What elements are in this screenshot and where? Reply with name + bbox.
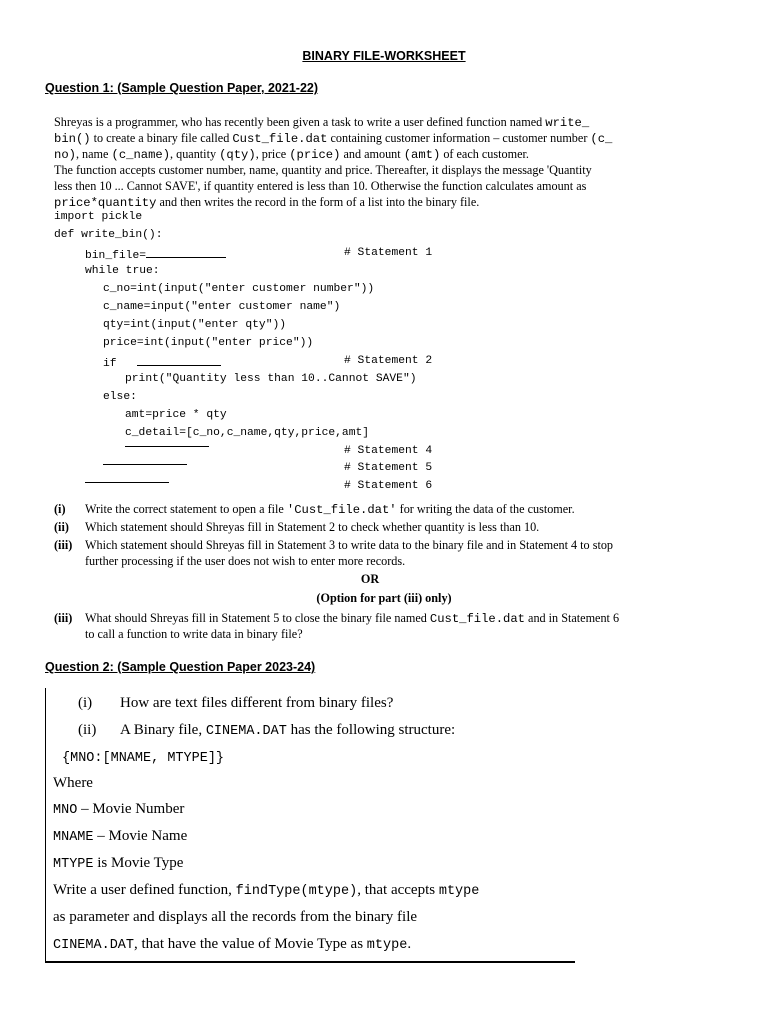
code-c-name: c_name=input("enter customer name") — [103, 301, 341, 313]
code-else: else: — [103, 391, 137, 403]
question-text: . — [407, 936, 412, 952]
question-code: mtype — [366, 938, 408, 953]
code-while: while true: — [85, 265, 160, 277]
q1-iii-line-2: further processing if the user does not wish to enter more records. — [85, 554, 406, 568]
question-code: Cust_file.dat — [429, 612, 525, 626]
question-text: Write a user defined function, — [53, 882, 236, 898]
q2-box-bottom-border — [45, 961, 575, 963]
para-code: (qty) — [219, 148, 256, 162]
question-text: A Binary file, — [120, 722, 206, 738]
code-c-no: c_no=int(input("enter customer number")) — [103, 283, 375, 295]
question-text: for writing the data of the customer. — [396, 502, 575, 516]
para-code: (c_name) — [111, 148, 171, 162]
para-text: to create a binary file called — [90, 131, 233, 145]
structure-code: {MNO:[MNAME, MTYPE]} — [62, 751, 225, 766]
para-text: , name — [75, 147, 112, 161]
field-code: MNO — [53, 803, 78, 818]
question-text: has the following structure: — [286, 722, 456, 738]
fill-blank — [146, 247, 226, 258]
blank-statement-3 — [125, 446, 209, 447]
para-text: containing customer information – customer number — [327, 131, 591, 145]
q2-structure — [62, 749, 224, 766]
para-code: (c_ — [590, 132, 613, 146]
code-statement-4: # Statement 4 — [344, 445, 433, 457]
q2-mno-def — [53, 801, 184, 818]
para-text: , quantity — [170, 147, 220, 161]
q1-para-line-6 — [54, 194, 479, 211]
q1-ii-text: Which statement should Shreyas fill in Statement 2 to check whether quantity is less than 10. — [85, 520, 540, 534]
blank-statement-4 — [103, 464, 187, 465]
q1-i-label: (i) — [54, 502, 66, 516]
question-text: Write the correct statement to open a file — [85, 502, 287, 516]
code-if — [103, 355, 221, 370]
code-def: def write_bin(): — [54, 229, 163, 241]
code-text: bin_file= — [85, 250, 147, 262]
q1-para-line-2 — [54, 130, 612, 147]
question-text: and in Statement 6 — [524, 611, 620, 625]
question-code: 'Cust_file.dat' — [286, 503, 397, 517]
para-code: (price) — [289, 148, 341, 162]
q2-write-line-1 — [53, 882, 479, 899]
question-1-heading: Question 1: (Sample Question Paper, 2021-22) — [45, 81, 319, 95]
code-text: if — [103, 358, 117, 370]
para-code: Cust_file.dat — [232, 132, 328, 146]
code-statement-6: # Statement 6 — [344, 480, 433, 492]
option-note: (Option for part (iii) only) — [316, 591, 452, 605]
q1-para-line-3 — [54, 146, 529, 163]
code-bin-file — [85, 247, 226, 262]
question-text: , that have the value of Movie Type as — [134, 936, 367, 952]
para-code: (amt) — [403, 148, 441, 162]
q1-i-text — [85, 501, 575, 518]
q1-iii-label: (iii) — [54, 538, 73, 552]
para-text: and then writes the record in the form of a list into the binary file. — [156, 195, 480, 209]
q2-mname-def — [53, 828, 187, 845]
q1-para-line-1 — [54, 114, 589, 131]
q1-iii-line-1: Which statement should Shreyas fill in Statement 3 to write data to the binary file and in Statement 4 to stop — [85, 538, 614, 552]
question-code: findType(mtype) — [235, 884, 358, 899]
code-amt: amt=price * qty — [125, 409, 227, 421]
field-text: is Movie Type — [93, 855, 184, 871]
code-import: import pickle — [54, 211, 143, 223]
or-divider: OR — [360, 572, 380, 586]
q1-para-line-4: The function accepts customer number, name, quantity and price. Thereafter, it displays the message 'Quantity — [54, 163, 592, 177]
question-2-heading: Question 2: (Sample Question Paper 2023-24) — [45, 660, 316, 674]
q2-box-left-border — [45, 688, 46, 962]
para-text: , price — [255, 147, 290, 161]
para-code: no) — [54, 148, 76, 162]
q1-iii-option-line-1 — [85, 610, 619, 627]
code-price: price=int(input("enter price")) — [103, 337, 314, 349]
q2-ii-text — [120, 722, 455, 739]
para-code: bin() — [54, 132, 91, 146]
field-code: MTYPE — [53, 857, 94, 872]
para-text: and amount — [340, 147, 404, 161]
para-text: Shreyas is a programmer, who has recently been given a task to write a user defined function named — [54, 115, 546, 129]
q2-write-line-3 — [53, 936, 411, 953]
para-code: write_ — [545, 116, 590, 130]
q1-ii-label: (ii) — [54, 520, 69, 534]
question-code: CINEMA.DAT — [205, 724, 287, 739]
code-statement-5: # Statement 5 — [344, 462, 433, 474]
code-statement-2: # Statement 2 — [344, 355, 433, 367]
para-code: price*quantity — [54, 196, 157, 210]
q2-ii-label: (ii) — [78, 722, 97, 738]
q1-para-line-5: less then 10 ... Cannot SAVE', if quantity entered is less than 10. Otherwise the function calculates amount as — [54, 179, 587, 193]
fill-blank — [137, 355, 221, 366]
q2-write-line-2: as parameter and displays all the records from the binary file — [53, 909, 418, 925]
q2-where: Where — [53, 775, 93, 791]
question-text: , that accepts — [357, 882, 439, 898]
q1-iii-option-line-2: to call a function to write data in binary file? — [85, 627, 303, 641]
q1-iii-option-label: (iii) — [54, 611, 73, 625]
code-c-detail: c_detail=[c_no,c_name,qty,price,amt] — [125, 427, 370, 439]
field-text: – Movie Name — [93, 828, 188, 844]
q2-i-label: (i) — [78, 695, 93, 711]
question-text: What should Shreyas fill in Statement 5 to close the binary file named — [85, 611, 430, 625]
worksheet-title: BINARY FILE-WORKSHEET — [302, 49, 466, 63]
code-qty: qty=int(input("enter qty")) — [103, 319, 287, 331]
question-code: mtype — [438, 884, 480, 899]
blank-statement-5 — [85, 482, 169, 483]
field-text: – Movie Number — [77, 801, 185, 817]
question-code: CINEMA.DAT — [53, 938, 135, 953]
code-print: print("Quantity less than 10..Cannot SAVE") — [125, 373, 417, 385]
q2-i-text: How are text files different from binary files? — [120, 695, 394, 711]
field-code: MNAME — [53, 830, 94, 845]
q2-mtype-def — [53, 855, 183, 872]
code-statement-1: # Statement 1 — [344, 247, 433, 259]
para-text: of each customer. — [440, 147, 529, 161]
